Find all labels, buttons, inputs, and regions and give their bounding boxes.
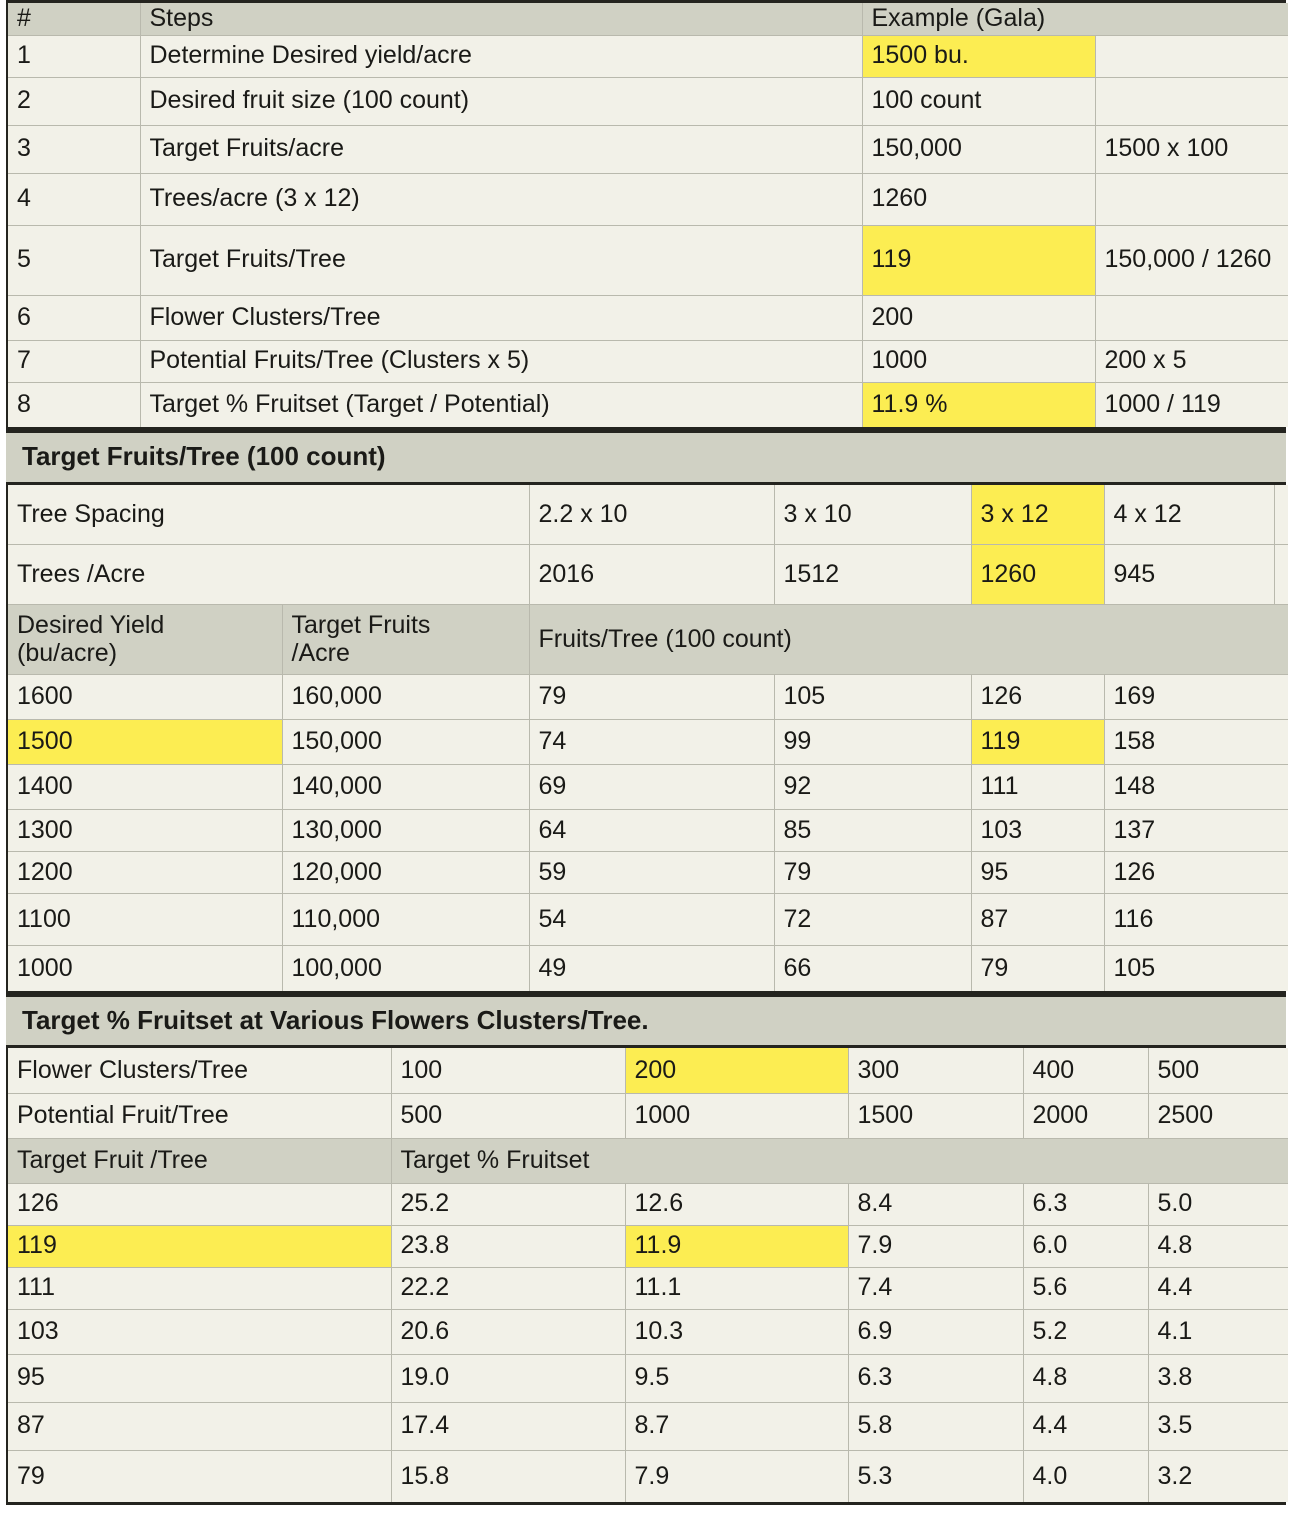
step-example-formula: [1095, 173, 1288, 225]
fruitset-cell: 4.1: [1148, 1309, 1288, 1354]
fruits-per-tree-cell: 103: [971, 810, 1104, 852]
step-number: 7: [8, 340, 140, 382]
step-number: 2: [8, 77, 140, 125]
fruitset-cell: 17.4: [391, 1402, 625, 1450]
table-row: [8, 810, 1288, 852]
target-fruits-acre-header-line2: /Acre: [291, 638, 350, 667]
potential-fruit-value: 1000: [625, 1093, 848, 1138]
fruitset-cell: 7.9: [625, 1450, 848, 1502]
trees-per-acre-value: 2016: [529, 545, 774, 605]
step-number: 3: [8, 125, 140, 173]
table-row: [8, 675, 1288, 720]
target-fruits-acre-cell: 120,000: [282, 852, 529, 894]
fruitset-cell: 22.2: [391, 1267, 625, 1309]
step-description: Potential Fruits/Tree (Clusters x 5): [140, 340, 862, 382]
fruitset-cell: 15.8: [391, 1450, 625, 1502]
fruitset-cell: 5.2: [1023, 1309, 1148, 1354]
fruits-per-tree-cell: 126: [1104, 852, 1288, 894]
target-fruit-cell: 126: [8, 1183, 391, 1225]
flower-clusters-value: 300: [848, 1048, 1023, 1093]
desired-yield-cell: 1200: [8, 852, 282, 894]
potential-fruit-value: 2000: [1023, 1093, 1148, 1138]
fruitset-cell: 7.9: [848, 1225, 1023, 1267]
fruits-per-tree-cell: 66: [774, 946, 971, 991]
target-percent-fruitset-header: Target % Fruitset: [391, 1138, 1288, 1183]
desired-yield-cell: 1000: [8, 946, 282, 991]
table-row: [8, 946, 1288, 991]
fruits-per-tree-cell: 79: [971, 946, 1104, 991]
target-fruit-per-tree-header: Target Fruit /Tree: [8, 1138, 391, 1183]
trees-per-acre-value: 1260: [971, 545, 1104, 605]
table-row: [8, 720, 1288, 765]
step-example-formula: 1500 x 100: [1095, 125, 1288, 173]
step-example-value: 1260: [862, 173, 1095, 225]
flower-clusters-value: 500: [1148, 1048, 1288, 1093]
step-number: 1: [8, 35, 140, 77]
table-row: [8, 1354, 1288, 1402]
fruitset-cell: 5.0: [1148, 1183, 1288, 1225]
step-example-formula: [1095, 295, 1288, 340]
desired-yield-cell: 1500: [8, 720, 282, 765]
target-fruit-cell: 87: [8, 1402, 391, 1450]
table-row: [8, 894, 1288, 946]
step-number: 8: [8, 382, 140, 427]
step-example-value: 1500 bu.: [862, 35, 1095, 77]
fruitset-cell: 9.5: [625, 1354, 848, 1402]
fruits-per-tree-block: [6, 485, 1286, 994]
step-number: 5: [8, 225, 140, 295]
fruitset-cell: 6.3: [848, 1354, 1023, 1402]
trees-per-acre-label: Trees /Acre: [8, 545, 529, 605]
fruits-per-tree-table: [8, 485, 1288, 991]
table-row: [8, 382, 1288, 427]
flower-clusters-row: [8, 1048, 1288, 1093]
fruits-per-tree-cell: 64: [529, 810, 774, 852]
desired-yield-cell: 1100: [8, 894, 282, 946]
fruitset-cell: 20.6: [391, 1309, 625, 1354]
fruits-per-tree-cell: 119: [971, 720, 1104, 765]
fruitset-cell: 8.4: [848, 1183, 1023, 1225]
step-example-formula: 200 x 5: [1095, 340, 1288, 382]
fruits-per-tree-cell: 59: [529, 852, 774, 894]
fruits-per-tree-cell: 169: [1104, 675, 1288, 720]
step-example-formula: 150,000 / 1260: [1095, 225, 1288, 295]
fruitset-cell: 10.3: [625, 1309, 848, 1354]
fruitset-cell: 3.2: [1148, 1450, 1288, 1502]
desired-yield-header-line1: Desired Yield: [17, 611, 165, 640]
spacer-cell: [1274, 485, 1288, 545]
fruits-per-tree-cell: 105: [774, 675, 971, 720]
fruitset-cell: 11.1: [625, 1267, 848, 1309]
potential-fruit-value: 500: [391, 1093, 625, 1138]
fruitset-cell: 3.8: [1148, 1354, 1288, 1402]
steps-header-steps: Steps: [140, 3, 862, 35]
tree-spacing-label: Tree Spacing: [8, 485, 529, 545]
flower-clusters-value: 400: [1023, 1048, 1148, 1093]
fruitset-cell: 6.0: [1023, 1225, 1148, 1267]
step-description: Desired fruit size (100 count): [140, 77, 862, 125]
step-description: Flower Clusters/Tree: [140, 295, 862, 340]
fruits-per-tree-section-title: Target Fruits/Tree (100 count): [6, 430, 1286, 485]
step-example-formula: [1095, 35, 1288, 77]
tree-spacing-value: 2.2 x 10: [529, 485, 774, 545]
table-row: [8, 852, 1288, 894]
table-row: [8, 173, 1288, 225]
steps-header-num: #: [8, 3, 140, 35]
fruits-per-tree-cell: 126: [971, 675, 1104, 720]
fruitset-cell: 5.6: [1023, 1267, 1148, 1309]
step-example-value: 119: [862, 225, 1095, 295]
fruits-per-tree-cell: 111: [971, 765, 1104, 810]
potential-fruit-value: 1500: [848, 1093, 1023, 1138]
table-row: [8, 225, 1288, 295]
desired-yield-cell: 1600: [8, 675, 282, 720]
table-row: [8, 1450, 1288, 1502]
potential-fruit-value: 2500: [1148, 1093, 1288, 1138]
table-row: [8, 340, 1288, 382]
desired-yield-cell: 1400: [8, 765, 282, 810]
target-fruit-cell: 119: [8, 1225, 391, 1267]
fruits-per-tree-cell: 116: [1104, 894, 1288, 946]
fruitset-cell: 23.8: [391, 1225, 625, 1267]
target-fruits-acre-cell: 130,000: [282, 810, 529, 852]
fruitset-cell: 4.8: [1023, 1354, 1148, 1402]
target-fruits-acre-cell: 150,000: [282, 720, 529, 765]
fruitset-cell: 5.8: [848, 1402, 1023, 1450]
tree-spacing-value: 3 x 10: [774, 485, 971, 545]
target-fruit-cell: 79: [8, 1450, 391, 1502]
trees-per-acre-value: 1512: [774, 545, 971, 605]
desired-yield-header: [8, 605, 282, 675]
step-example-value: 100 count: [862, 77, 1095, 125]
fruits-per-tree-cell: 148: [1104, 765, 1288, 810]
fruitset-cell: 12.6: [625, 1183, 848, 1225]
fruitset-cell: 11.9: [625, 1225, 848, 1267]
target-fruit-cell: 95: [8, 1354, 391, 1402]
table-row: [8, 1225, 1288, 1267]
tree-spacing-row: [8, 485, 1288, 545]
fruits-per-tree-cell: 99: [774, 720, 971, 765]
fruits-per-tree-cell: 137: [1104, 810, 1288, 852]
table-row: [8, 1267, 1288, 1309]
fruitset-section-title: Target % Fruitset at Various Flowers Clusters/Tree.: [6, 994, 1286, 1049]
fruitset-table: [8, 1048, 1288, 1502]
fruitset-cell: 25.2: [391, 1183, 625, 1225]
fruitset-cell: 4.8: [1148, 1225, 1288, 1267]
fruitset-cell: 4.4: [1023, 1402, 1148, 1450]
steps-table: [8, 3, 1288, 427]
fruitset-header-row: [8, 1138, 1288, 1183]
steps-header-example: Example (Gala): [862, 3, 1288, 35]
fruits-per-tree-cell: 92: [774, 765, 971, 810]
fruits-per-tree-cell: 49: [529, 946, 774, 991]
step-example-formula: 1000 / 119: [1095, 382, 1288, 427]
fruits-per-tree-header-row: [8, 605, 1288, 675]
target-fruits-acre-header: [282, 605, 529, 675]
trees-per-acre-value: 945: [1104, 545, 1274, 605]
step-example-value: 1000: [862, 340, 1095, 382]
table-row: [8, 765, 1288, 810]
flower-clusters-label: Flower Clusters/Tree: [8, 1048, 391, 1093]
fruits-per-tree-cell: 85: [774, 810, 971, 852]
step-example-value: 150,000: [862, 125, 1095, 173]
fruitset-cell: 4.0: [1023, 1450, 1148, 1502]
desired-yield-header-line2: (bu/acre): [17, 638, 118, 667]
step-description: Target % Fruitset (Target / Potential): [140, 382, 862, 427]
fruitset-cell: 4.4: [1148, 1267, 1288, 1309]
fruits-per-tree-cell: 72: [774, 894, 971, 946]
fruitset-cell: 19.0: [391, 1354, 625, 1402]
desired-yield-cell: 1300: [8, 810, 282, 852]
target-fruit-cell: 103: [8, 1309, 391, 1354]
fruitset-cell: 6.9: [848, 1309, 1023, 1354]
fruitset-cell: 7.4: [848, 1267, 1023, 1309]
table-row: [8, 1309, 1288, 1354]
steps-table-block: [6, 0, 1286, 430]
fruitset-block: [6, 1048, 1286, 1505]
target-fruits-acre-cell: 140,000: [282, 765, 529, 810]
target-fruit-cell: 111: [8, 1267, 391, 1309]
table-row: [8, 35, 1288, 77]
potential-fruit-row: [8, 1093, 1288, 1138]
fruits-per-tree-cell: 105: [1104, 946, 1288, 991]
fruits-per-tree-cell: 74: [529, 720, 774, 765]
target-fruits-acre-header-line1: Target Fruits: [291, 611, 431, 640]
trees-per-acre-row: [8, 545, 1288, 605]
step-description: Target Fruits/acre: [140, 125, 862, 173]
spacer-cell: [1274, 545, 1288, 605]
table-row: [8, 295, 1288, 340]
fruits-per-tree-cell: 87: [971, 894, 1104, 946]
table-row: [8, 1402, 1288, 1450]
step-number: 4: [8, 173, 140, 225]
flower-clusters-value: 100: [391, 1048, 625, 1093]
steps-header-row: [8, 3, 1288, 35]
table-row: [8, 125, 1288, 173]
step-description: Trees/acre (3 x 12): [140, 173, 862, 225]
flower-clusters-value: 200: [625, 1048, 848, 1093]
table-row: [8, 77, 1288, 125]
fruitset-cell: 6.3: [1023, 1183, 1148, 1225]
step-example-formula: [1095, 77, 1288, 125]
fruitset-cell: 8.7: [625, 1402, 848, 1450]
tree-spacing-value: 4 x 12: [1104, 485, 1274, 545]
step-description: Target Fruits/Tree: [140, 225, 862, 295]
fruits-per-tree-cell: 79: [774, 852, 971, 894]
fruits-per-tree-cell: 54: [529, 894, 774, 946]
fruits-per-tree-cell: 158: [1104, 720, 1288, 765]
step-example-value: 200: [862, 295, 1095, 340]
step-example-value: 11.9 %: [862, 382, 1095, 427]
table-row: [8, 1183, 1288, 1225]
target-fruits-acre-cell: 110,000: [282, 894, 529, 946]
fruits-per-tree-header: Fruits/Tree (100 count): [529, 605, 1288, 675]
target-fruits-acre-cell: 100,000: [282, 946, 529, 991]
step-description: Determine Desired yield/acre: [140, 35, 862, 77]
fruitset-cell: 5.3: [848, 1450, 1023, 1502]
fruitset-cell: 3.5: [1148, 1402, 1288, 1450]
tree-spacing-value: 3 x 12: [971, 485, 1104, 545]
fruits-per-tree-cell: 69: [529, 765, 774, 810]
fruits-per-tree-cell: 95: [971, 852, 1104, 894]
fruits-per-tree-cell: 79: [529, 675, 774, 720]
step-number: 6: [8, 295, 140, 340]
potential-fruit-label: Potential Fruit/Tree: [8, 1093, 391, 1138]
target-fruits-acre-cell: 160,000: [282, 675, 529, 720]
